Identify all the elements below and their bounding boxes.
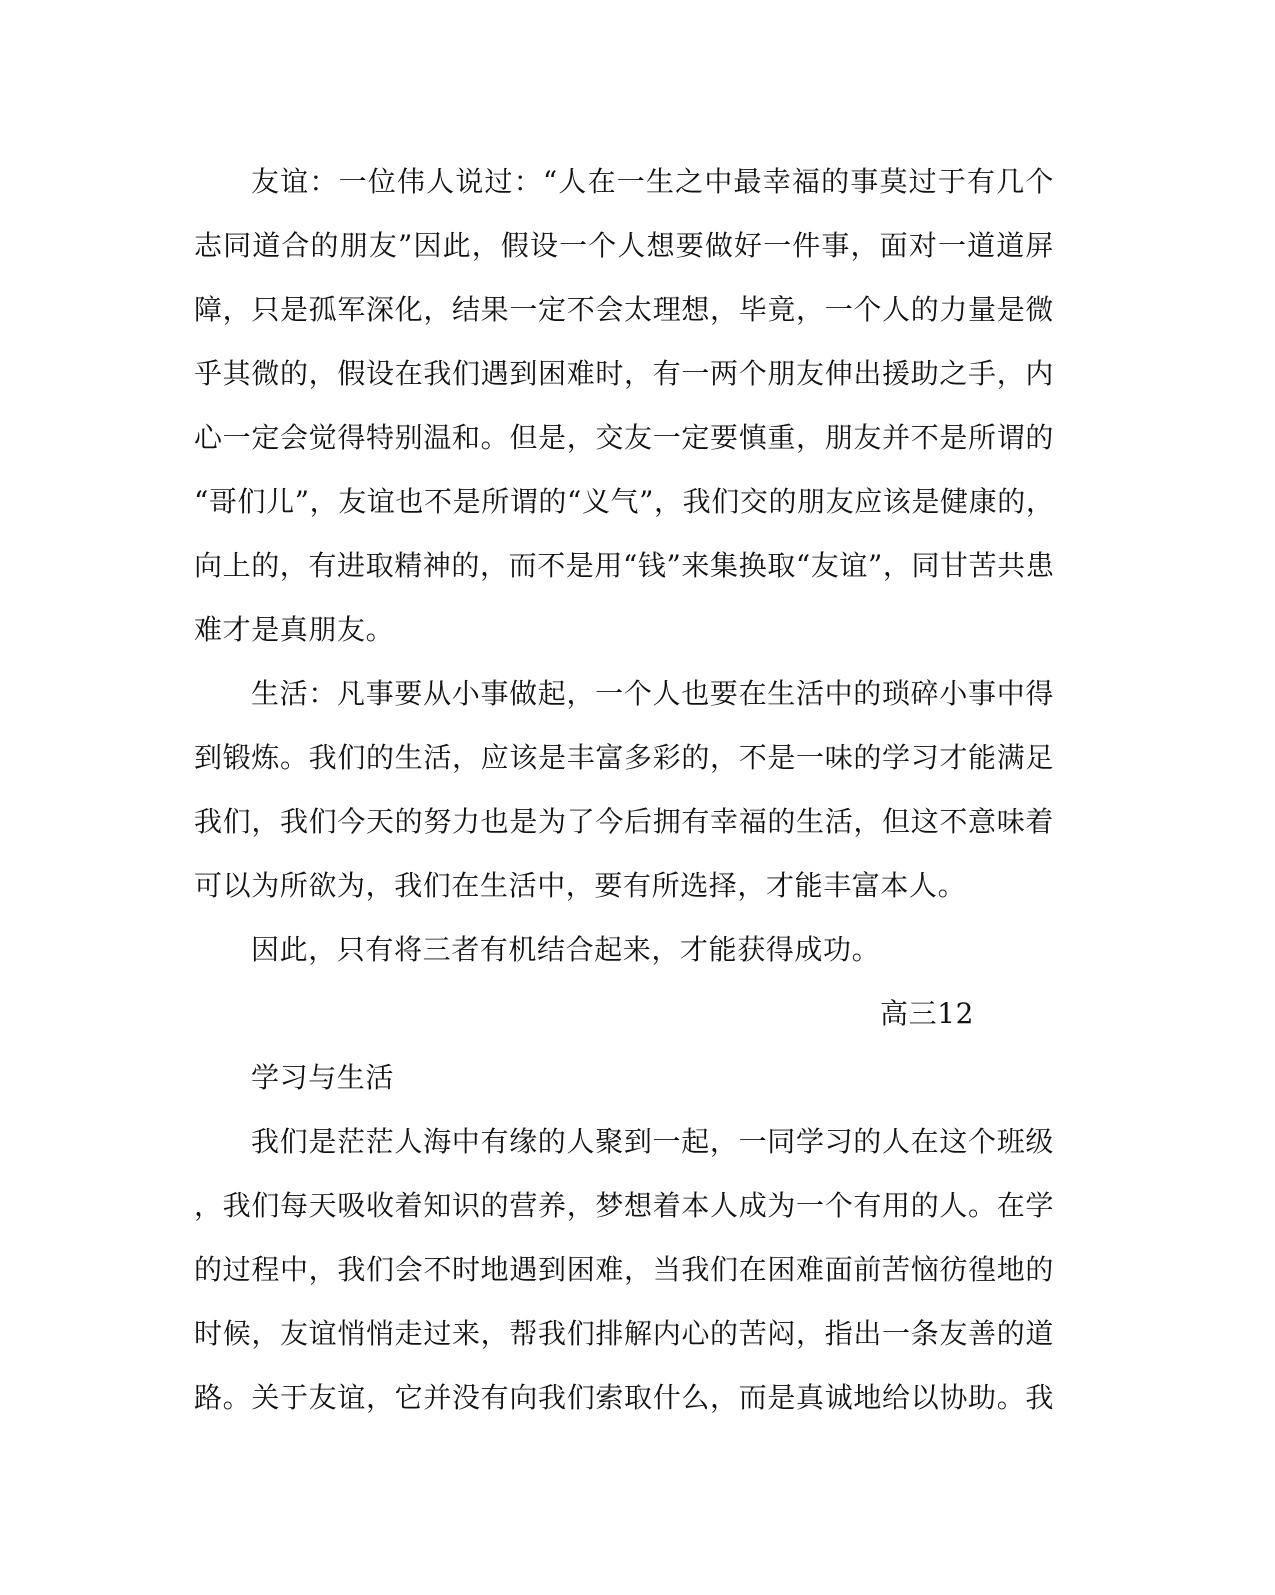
text-line: 向上的，有进取精神的，而不是用“钱”来集换取“友谊”，同甘苦共患	[194, 549, 1055, 582]
text-line: 可以为所欲为，我们在生活中，要有所选择，才能丰富本人。	[194, 869, 967, 902]
text-line: 我们，我们今天的努力也是为了今后拥有幸福的生活，但这不意味着	[194, 805, 1054, 838]
text-line: 的过程中，我们会不时地遇到困难，当我们在困难面前苦恼彷徨地的	[194, 1253, 1054, 1286]
text-line: 到锻炼。我们的生活，应该是丰富多彩的，不是一味的学习才能满足	[194, 741, 1054, 774]
text-line: 生活：凡事要从小事做起，一个人也要在生活中的琐碎小事中得	[251, 677, 1054, 710]
text-line: 难才是真朋友。	[194, 613, 395, 646]
section-title: 学习与生活	[251, 1061, 395, 1094]
text-line: 时候，友谊悄悄走过来，帮我们排解内心的苦闷，指出一条友善的道	[194, 1317, 1054, 1350]
text-line: 乎其微的，假设在我们遇到困难时，有一两个朋友伸出援助之手，内	[194, 357, 1054, 390]
signature-line: 高三12	[880, 997, 975, 1030]
text-line: “哥们儿”，友谊也不是所谓的“义气”，我们交的朋友应该是健康的，	[194, 485, 1055, 518]
text-line: 友谊：一位伟人说过：“人在一生之中最幸福的事莫过于有几个	[251, 165, 1054, 198]
text-line: 路。关于友谊，它并没有向我们索取什么，而是真诚地给以协助。我	[194, 1381, 1054, 1414]
text-line: 障，只是孤军深化，结果一定不会太理想，毕竟，一个人的力量是微	[194, 293, 1054, 326]
text-line: 志同道合的朋友”因此，假设一个人想要做好一件事，面对一道道屏	[194, 229, 1054, 262]
text-line: 我们是茫茫人海中有缘的人聚到一起，一同学习的人在这个班级	[251, 1125, 1054, 1158]
text-line: ，我们每天吸收着知识的营养，梦想着本人成为一个有用的人。在学	[194, 1189, 1054, 1222]
text-line: 心一定会觉得特别温和。但是，交友一定要慎重，朋友并不是所谓的	[194, 421, 1054, 454]
text-line: 因此，只有将三者有机结合起来，才能获得成功。	[251, 933, 881, 966]
